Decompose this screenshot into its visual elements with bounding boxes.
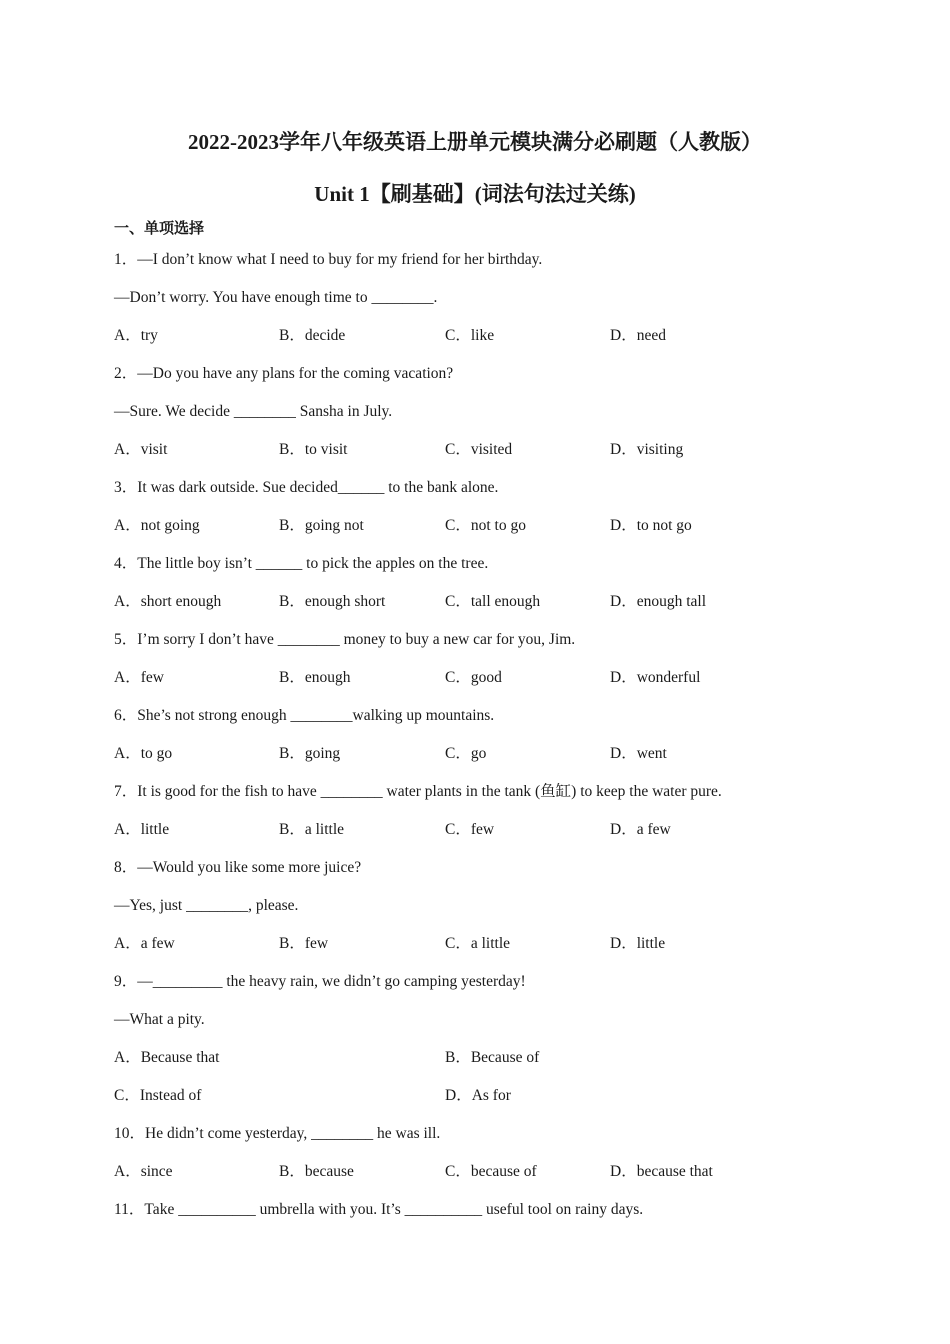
- option-a: A．few: [114, 669, 164, 686]
- page-title: 2022-2023学年八年级英语上册单元模块满分必刷题（人教版）: [188, 130, 762, 154]
- option-d: D．wonderful: [610, 669, 701, 686]
- question-4-options: [114, 591, 854, 613]
- question-10-stem: 10．He didn’t come yesterday, ________ he was ill.: [114, 1125, 441, 1142]
- question-2-stem: 2．—Do you have any plans for the coming vacation?: [114, 365, 454, 382]
- option-a: A．try: [114, 327, 158, 344]
- option-b: B．going not: [279, 517, 364, 534]
- option-d: D．visiting: [610, 441, 684, 458]
- question-2-options: [114, 439, 854, 461]
- question-3-options: [114, 515, 854, 537]
- option-d: D．because that: [610, 1163, 713, 1180]
- question-1-stem: 1．—I don’t know what I need to buy for my friend for her birthday.: [114, 251, 543, 268]
- question-2-response: —Sure. We decide ________ Sansha in July.: [114, 403, 393, 420]
- question-8-stem: 8．—Would you like some more juice?: [114, 859, 362, 876]
- option-b: B．to visit: [279, 441, 348, 458]
- question-8-options: [114, 933, 854, 955]
- question-9-stem: 9．—_________ the heavy rain, we didn’t go camping yesterday!: [114, 973, 526, 990]
- option-d: D．enough tall: [610, 593, 706, 610]
- option-b: B．going: [279, 745, 341, 762]
- option-d: D．little: [610, 935, 666, 952]
- option-a: A．a few: [114, 935, 175, 952]
- question-6-stem: 6．She’s not strong enough ________walking up mountains.: [114, 707, 495, 724]
- option-b: B．few: [279, 935, 329, 952]
- question-11-stem: 11．Take __________ umbrella with you. It’s __________ useful tool on rainy days.: [114, 1201, 644, 1218]
- page-subtitle: Unit 1【刷基础】(词法句法过关练): [314, 182, 636, 206]
- option-d: D．need: [610, 327, 666, 344]
- question-7-options: [114, 819, 854, 841]
- option-a: A．Because that: [114, 1049, 220, 1066]
- option-a: A．since: [114, 1163, 173, 1180]
- option-a: A．to go: [114, 745, 173, 762]
- question-4-stem: 4．The little boy isn’t ______ to pick the apples on the tree.: [114, 555, 489, 572]
- option-b: B．a little: [279, 821, 345, 838]
- question-1-options: [114, 325, 854, 347]
- option-c: C．go: [445, 745, 487, 762]
- option-d: D．to not go: [610, 517, 692, 534]
- option-b: B．enough: [279, 669, 351, 686]
- question-9-options-row-1: [114, 1047, 854, 1069]
- question-8-response: —Yes, just ________, please.: [114, 897, 299, 914]
- option-c: C．like: [445, 327, 495, 344]
- question-3-stem: 3．It was dark outside. Sue decided______ to the bank alone.: [114, 479, 499, 496]
- question-5-stem: 5．I’m sorry I don’t have ________ money to buy a new car for you, Jim.: [114, 631, 576, 648]
- option-c: C．visited: [445, 441, 513, 458]
- section-heading: 一、单项选择: [114, 219, 205, 237]
- option-d: D．As for: [445, 1087, 511, 1104]
- option-b: B．decide: [279, 327, 346, 344]
- question-6-options: [114, 743, 854, 765]
- option-a: A．short enough: [114, 593, 222, 610]
- option-c: C．a little: [445, 935, 511, 952]
- option-c: C．Instead of: [114, 1087, 202, 1104]
- question-5-options: [114, 667, 854, 689]
- question-10-options: [114, 1161, 854, 1183]
- option-d: D．went: [610, 745, 667, 762]
- option-c: C．good: [445, 669, 502, 686]
- option-a: A．visit: [114, 441, 168, 458]
- option-b: B．Because of: [445, 1049, 540, 1066]
- option-a: A．little: [114, 821, 170, 838]
- question-7-stem: 7．It is good for the fish to have ________ water plants in the tank (鱼缸) to keep the water pure.: [114, 783, 722, 800]
- option-d: D．a few: [610, 821, 671, 838]
- option-c: C．tall enough: [445, 593, 541, 610]
- option-c: C．not to go: [445, 517, 526, 534]
- option-b: B．because: [279, 1163, 354, 1180]
- option-c: C．few: [445, 821, 495, 838]
- question-9-options-row-2: [114, 1085, 854, 1107]
- option-a: A．not going: [114, 517, 200, 534]
- option-b: B．enough short: [279, 593, 386, 610]
- question-9-response: —What a pity.: [114, 1011, 205, 1028]
- question-1-response: —Don’t worry. You have enough time to ________.: [114, 289, 438, 306]
- option-c: C．because of: [445, 1163, 537, 1180]
